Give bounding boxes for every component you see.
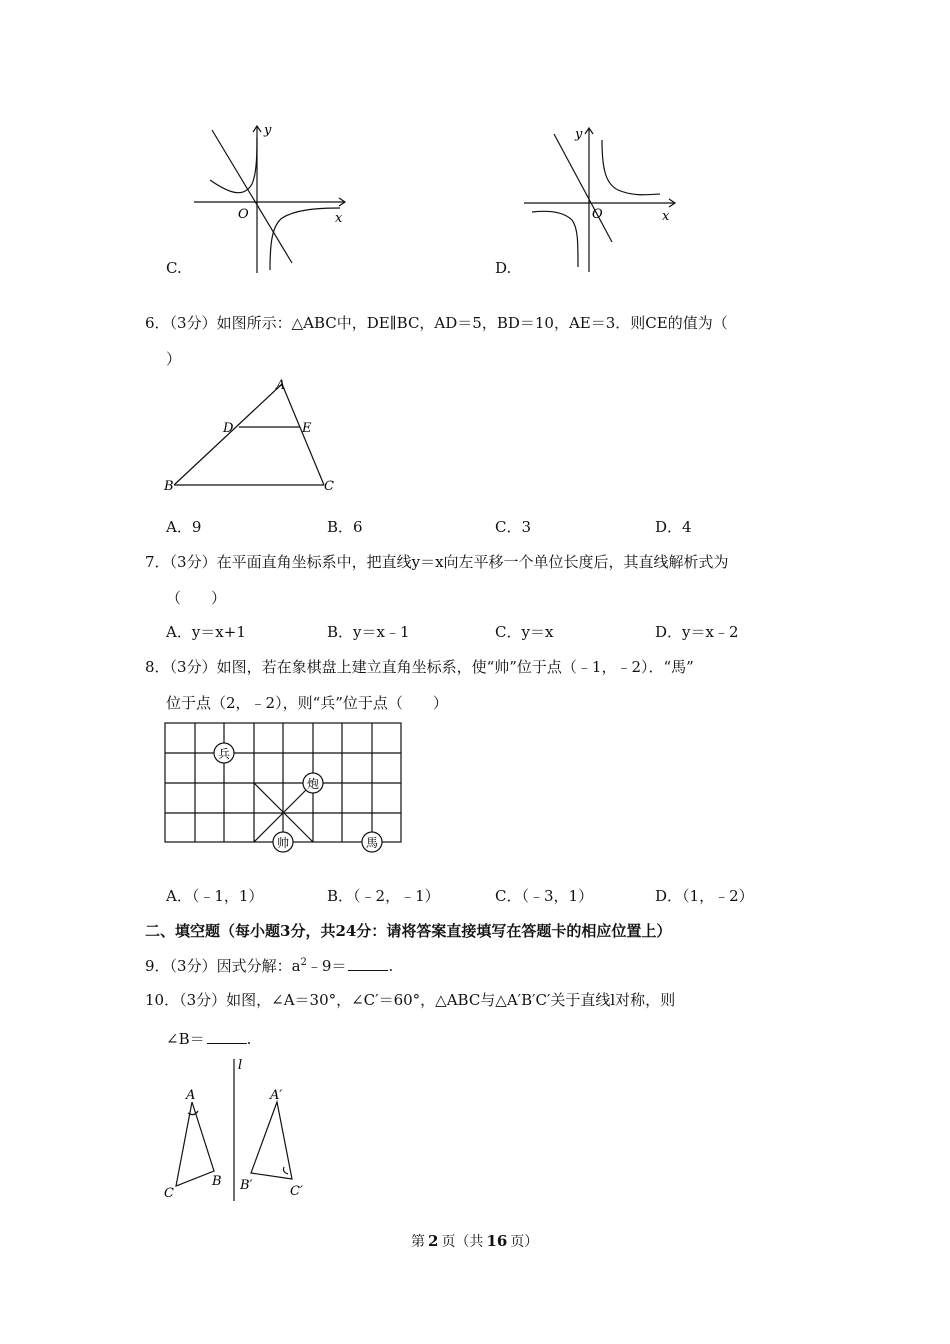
angle-c2-mark: [284, 1167, 289, 1174]
q8-option-c: C．（﹣3，1）: [495, 887, 594, 905]
footer-mid: 页（共: [441, 1234, 484, 1250]
y-label: y: [575, 127, 583, 142]
vertex-a: A: [186, 1088, 196, 1103]
y-label: y: [264, 123, 272, 138]
q10-text-line1: 10．（3分）如图，∠A＝30°，∠C′＝60°，△ABC与△A′B′C′关于直线l对称，则: [145, 991, 676, 1009]
line-graph: [554, 134, 612, 242]
q8-option-b: B．（﹣2，﹣1）: [327, 887, 440, 905]
vertex-a: A: [276, 378, 286, 393]
hyperbola-branch-1: [602, 140, 660, 195]
point-d: D: [223, 421, 234, 436]
q9-rest: ﹣9＝: [306, 957, 347, 975]
vertex-b: B: [164, 479, 174, 494]
option-c-label: C.: [166, 259, 182, 277]
q9-end: .: [388, 957, 394, 975]
hyperbola-branch-2: [270, 208, 340, 270]
q7-text-line2: （ ）: [166, 589, 227, 607]
q7-option-b: B．y＝x﹣1: [327, 623, 410, 641]
triangle-a2b2c2: [251, 1102, 292, 1179]
graph-d: [520, 122, 680, 277]
piece-shuai: [273, 832, 293, 852]
page-footer: [411, 1231, 538, 1251]
x-label: x: [662, 209, 670, 224]
q6-text-line1: 6．（3分）如图所示：△ABC中，DE∥BC，AD＝5，BD＝10，AE＝3．则CE的值为（: [145, 314, 728, 332]
origin-label: O: [238, 207, 249, 222]
q7-option-a: A．y＝x+1: [166, 623, 246, 641]
piece-pao-label: 炮: [306, 777, 320, 791]
footer-post: 页）: [510, 1234, 539, 1250]
q6-option-a: A．9: [166, 518, 202, 536]
vertex-c-prime: C′: [290, 1184, 303, 1199]
q10-prefix: ∠B＝: [166, 1030, 205, 1048]
vertex-c: C: [324, 479, 334, 494]
q10-end: .: [246, 1030, 252, 1048]
vertex-c: C: [164, 1186, 174, 1201]
q6-text-line2: ）: [166, 350, 182, 368]
vertex-b: B: [212, 1174, 222, 1189]
option-d-label: D.: [495, 259, 512, 277]
q7-text-line1: 7．（3分）在平面直角坐标系中，把直线y＝x向左平移一个单位长度后，其直线解析式为: [145, 553, 729, 571]
q8-text-line2: 位于点（2，﹣2），则“兵”位于点（ ）: [166, 694, 448, 712]
line-graph: [212, 130, 292, 263]
q7-option-d: D．y＝x﹣2: [655, 623, 739, 641]
q9-text: [145, 955, 393, 976]
q6-option-b: B．6: [327, 518, 363, 536]
q8-option-a: A．（﹣1，1）: [166, 887, 264, 905]
q9-exponent: 2: [300, 957, 307, 968]
vertex-a-prime: A′: [270, 1088, 283, 1103]
footer-page-number: 2: [428, 1232, 439, 1250]
x-label: x: [335, 211, 343, 226]
q8-option-d: D．（1，﹣2）: [655, 887, 754, 905]
q9-prefix: 9．（3分）因式分解：a: [145, 957, 301, 975]
piece-pao: [303, 773, 323, 793]
q8-chessboard: [162, 720, 407, 855]
section-2-heading: 二、填空题（每小题3分，共24分：请将答案直接填写在答题卡的相应位置上）: [145, 922, 672, 940]
piece-bing: [214, 743, 234, 763]
line-l-label: l: [238, 1058, 243, 1073]
q9-answer-blank[interactable]: [348, 956, 388, 971]
q10-answer-blank[interactable]: [207, 1029, 247, 1044]
q6-triangle-figure: [160, 372, 350, 497]
piece-ma: [362, 832, 382, 852]
q8-text-line1: 8．（3分）如图，若在象棋盘上建立直角坐标系，使“帅”位于点（﹣1，﹣2）．“馬”: [145, 658, 694, 676]
piece-ma-label: 馬: [365, 836, 379, 850]
point-e: E: [302, 421, 312, 436]
footer-total-pages: 16: [486, 1232, 508, 1250]
q7-option-c: C．y＝x: [495, 623, 554, 641]
q6-option-c: C．3: [495, 518, 532, 536]
piece-bing-label: 兵: [217, 747, 231, 761]
q6-option-d: D．4: [655, 518, 692, 536]
piece-shuai-label: 帅: [276, 836, 290, 850]
q10-text-line2: [166, 1028, 251, 1049]
footer-pre: 第: [411, 1234, 425, 1250]
hyperbola-branch-2: [532, 211, 578, 267]
vertex-b-prime: B′: [240, 1178, 253, 1193]
q10-symmetry-figure: [158, 1055, 328, 1205]
origin-label: O: [592, 207, 603, 222]
graph-c: [190, 118, 350, 278]
